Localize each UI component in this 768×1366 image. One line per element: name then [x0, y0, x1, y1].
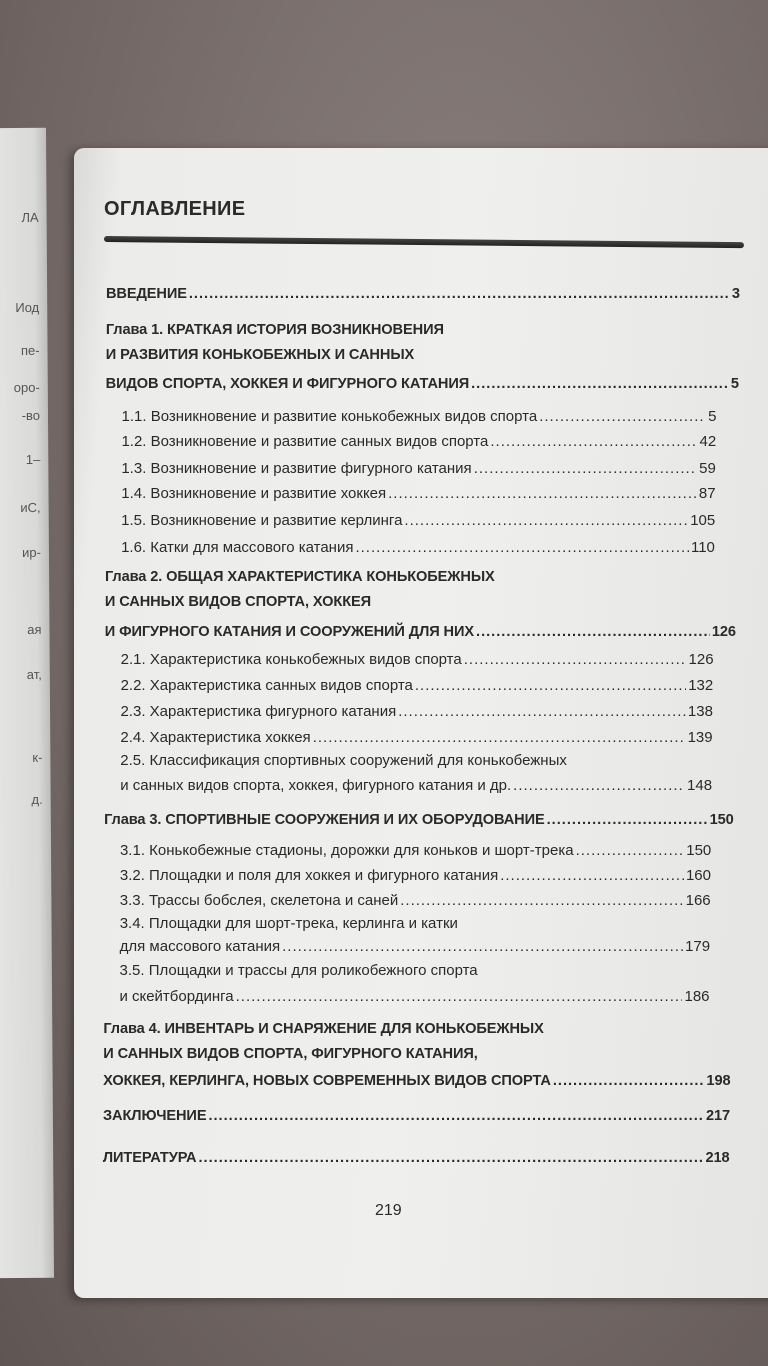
toc-entry-title: 1.4. Возникновение и развитие хоккея: [121, 485, 387, 502]
toc-entry: [121, 460, 716, 477]
previous-page-text-fragment: оро-: [13, 379, 40, 396]
toc-entry-title: ХОККЕЯ, КЕРЛИНГА, НОВЫХ СОВРЕМЕННЫХ ВИДОВ СПОРТА: [103, 1073, 551, 1089]
dot-leader: [400, 892, 683, 909]
dot-leader: [404, 512, 688, 529]
toc-page-number: 132: [688, 677, 714, 694]
toc-entry: [120, 729, 712, 746]
toc-entry-title: и санных видов спорта, хоккея, фигурного катания и др.: [120, 777, 512, 794]
dot-leader: [388, 485, 697, 502]
previous-page-text-fragment: 1–: [25, 451, 41, 467]
toc-entry: [121, 433, 716, 450]
previous-page-edge: [0, 128, 54, 1278]
previous-page-text-fragment: д.: [31, 791, 43, 807]
toc-entry: [121, 677, 714, 694]
toc-entry: [120, 842, 711, 859]
dot-leader: [189, 286, 730, 302]
dot-leader: [576, 842, 685, 859]
toc-page-number: 87: [698, 485, 716, 502]
toc-page-number: 139: [687, 729, 713, 746]
toc-page-number: 179: [685, 938, 711, 955]
toc-entry-title: Глава 3. СПОРТИВНЫЕ СООРУЖЕНИЯ И ИХ ОБОРУДОВАНИЕ: [104, 812, 545, 828]
toc-entry-title: ВИДОВ СПОРТА, ХОККЕЯ И ФИГУРНОГО КАТАНИЯ: [105, 376, 470, 392]
dot-leader: [513, 777, 685, 794]
toc-page-number: 59: [699, 460, 716, 477]
toc-entry-title: ЛИТЕРАТУРА: [102, 1150, 197, 1166]
toc-entry: [120, 892, 711, 909]
toc-page-number: 160: [685, 867, 711, 884]
dot-leader: [474, 460, 697, 477]
toc-entry: [121, 651, 714, 668]
dot-leader: [476, 624, 710, 640]
toc-entry-line: И САННЫХ ВИДОВ СПОРТА, ХОККЕЯ: [104, 594, 372, 610]
toc-entry-title: 1.5. Возникновение и развитие керлинга: [121, 512, 403, 529]
toc-entry-line: Глава 4. ИНВЕНТАРЬ И СНАРЯЖЕНИЕ ДЛЯ КОНЬКОБЕЖНЫХ: [103, 1021, 544, 1037]
previous-page-text-fragment: к-: [32, 749, 43, 765]
previous-page-text-fragment: ая: [27, 621, 42, 637]
toc-entry: [119, 988, 709, 1005]
toc-entry-line: 3.5. Площадки и трассы для роликобежного спорта: [119, 962, 478, 979]
toc-entry-line: Глава 2. ОБЩАЯ ХАРАКТЕРИСТИКА КОНЬКОБЕЖНЫХ: [104, 569, 495, 585]
toc-entry-line: 2.5. Классификация спортивных сооружений для конькобежных: [120, 752, 567, 769]
toc-entry-title: 1.3. Возникновение и развитие фигурного катания: [121, 460, 472, 477]
dot-leader: [282, 938, 683, 955]
toc-entry: [104, 812, 734, 828]
toc-entry-title: 1.6. Катки для массового катания: [121, 539, 354, 556]
toc-page-number: 105: [690, 512, 716, 529]
dot-leader: [539, 408, 706, 425]
toc-entry: [120, 703, 712, 720]
toc-page-number: 5: [708, 408, 717, 425]
toc-page-number: 186: [684, 988, 710, 1005]
toc-entry: [105, 624, 736, 640]
toc-entry-title: ВВЕДЕНИЕ: [105, 286, 187, 302]
toc-entry: [121, 539, 715, 556]
dot-leader: [490, 433, 697, 450]
toc-entry-title: 3.1. Конькобежные стадионы, дорожки для коньков и шорт-трека: [119, 842, 574, 859]
toc-entry-title: 2.2. Характеристика санных видов спорта: [120, 677, 413, 694]
dot-leader: [547, 812, 708, 828]
toc-entry-line: 3.4. Площадки для шорт-трека, керлинга и катки: [119, 915, 458, 932]
toc-page-number: 218: [705, 1150, 730, 1166]
toc-entry: [120, 867, 711, 884]
dot-leader: [553, 1073, 705, 1089]
toc-entry-line: И РАЗВИТИЯ КОНЬКОБЕЖНЫХ И САННЫХ: [105, 347, 415, 363]
previous-page-text-fragment: Иод: [15, 299, 40, 316]
dot-leader: [355, 539, 689, 556]
dot-leader: [198, 1150, 703, 1166]
toc-page-number: 198: [706, 1073, 731, 1089]
previous-page-text-fragment: ат,: [26, 666, 42, 682]
toc-page-number: 217: [706, 1108, 731, 1124]
page-number: 219: [375, 1202, 402, 1219]
toc-page-number: 5: [730, 376, 739, 392]
page-title: ОГЛАВЛЕНИЕ: [104, 198, 246, 220]
previous-page-text-fragment: пе-: [20, 342, 40, 358]
dot-leader: [471, 376, 729, 392]
toc-entry: [103, 1073, 730, 1089]
toc-entry: [121, 485, 715, 502]
toc-page-number: 110: [690, 539, 715, 556]
dot-leader: [500, 867, 684, 884]
toc-entry-title: И ФИГУРНОГО КАТАНИЯ И СООРУЖЕНИЙ ДЛЯ НИХ: [104, 624, 475, 640]
toc-entry: [103, 1150, 730, 1166]
previous-page-text-fragment: -во: [21, 407, 41, 423]
dot-leader: [415, 677, 686, 694]
toc-page-number: 150: [686, 842, 712, 859]
toc-entry-line: И САННЫХ ВИДОВ СПОРТА, ФИГУРНОГО КАТАНИЯ,: [103, 1046, 478, 1062]
toc-page-number: 126: [688, 651, 714, 668]
book-page: [74, 148, 768, 1298]
toc-entry: [120, 938, 710, 955]
toc-entry-title: 2.1. Характеристика конькобежных видов спорта: [120, 651, 462, 668]
toc-entry-title: 1.2. Возникновение и развитие санных видов спорта: [121, 433, 489, 450]
toc-entry: [121, 512, 715, 529]
previous-page-text-fragment: ир-: [22, 544, 42, 560]
toc-entry-line: Глава 1. КРАТКАЯ ИСТОРИЯ ВОЗНИКНОВЕНИЯ: [105, 322, 444, 338]
toc-page-number: 42: [699, 433, 717, 450]
toc-entry: [106, 376, 739, 392]
toc-page-number: 148: [687, 777, 713, 794]
toc-entry: [106, 286, 740, 302]
toc-entry: [103, 1108, 730, 1124]
toc-entry: [122, 408, 717, 425]
previous-page-text-fragment: ЛА: [21, 209, 39, 225]
previous-page-text-fragment: иС,: [20, 499, 41, 515]
toc-entry-title: 2.3. Характеристика фигурного катания: [120, 703, 397, 720]
toc-page-number: 150: [709, 812, 734, 828]
toc-entry-title: для массового катания: [119, 938, 281, 955]
toc-page-number: 126: [711, 624, 736, 640]
toc-entry-title: ЗАКЛЮЧЕНИЕ: [103, 1108, 207, 1124]
toc-entry-title: 1.1. Возникновение и развитие конькобежных видов спорта: [121, 408, 538, 425]
dot-leader: [236, 988, 683, 1005]
toc-entry-title: 2.4. Характеристика хоккея: [120, 729, 311, 746]
toc-page-number: 3: [731, 286, 740, 302]
toc-page-number: 166: [685, 892, 711, 909]
toc-entry-title: 3.3. Трассы бобслея, скелетона и саней: [119, 892, 399, 909]
dot-leader: [208, 1108, 704, 1124]
toc-page-number: 138: [687, 703, 713, 720]
toc-entry-title: 3.2. Площадки и поля для хоккея и фигурного катания: [119, 867, 499, 884]
toc-entry: [120, 777, 712, 794]
dot-leader: [464, 651, 687, 668]
dot-leader: [313, 729, 686, 746]
toc-entry-title: и скейтбординга: [119, 988, 234, 1005]
dot-leader: [398, 703, 686, 720]
